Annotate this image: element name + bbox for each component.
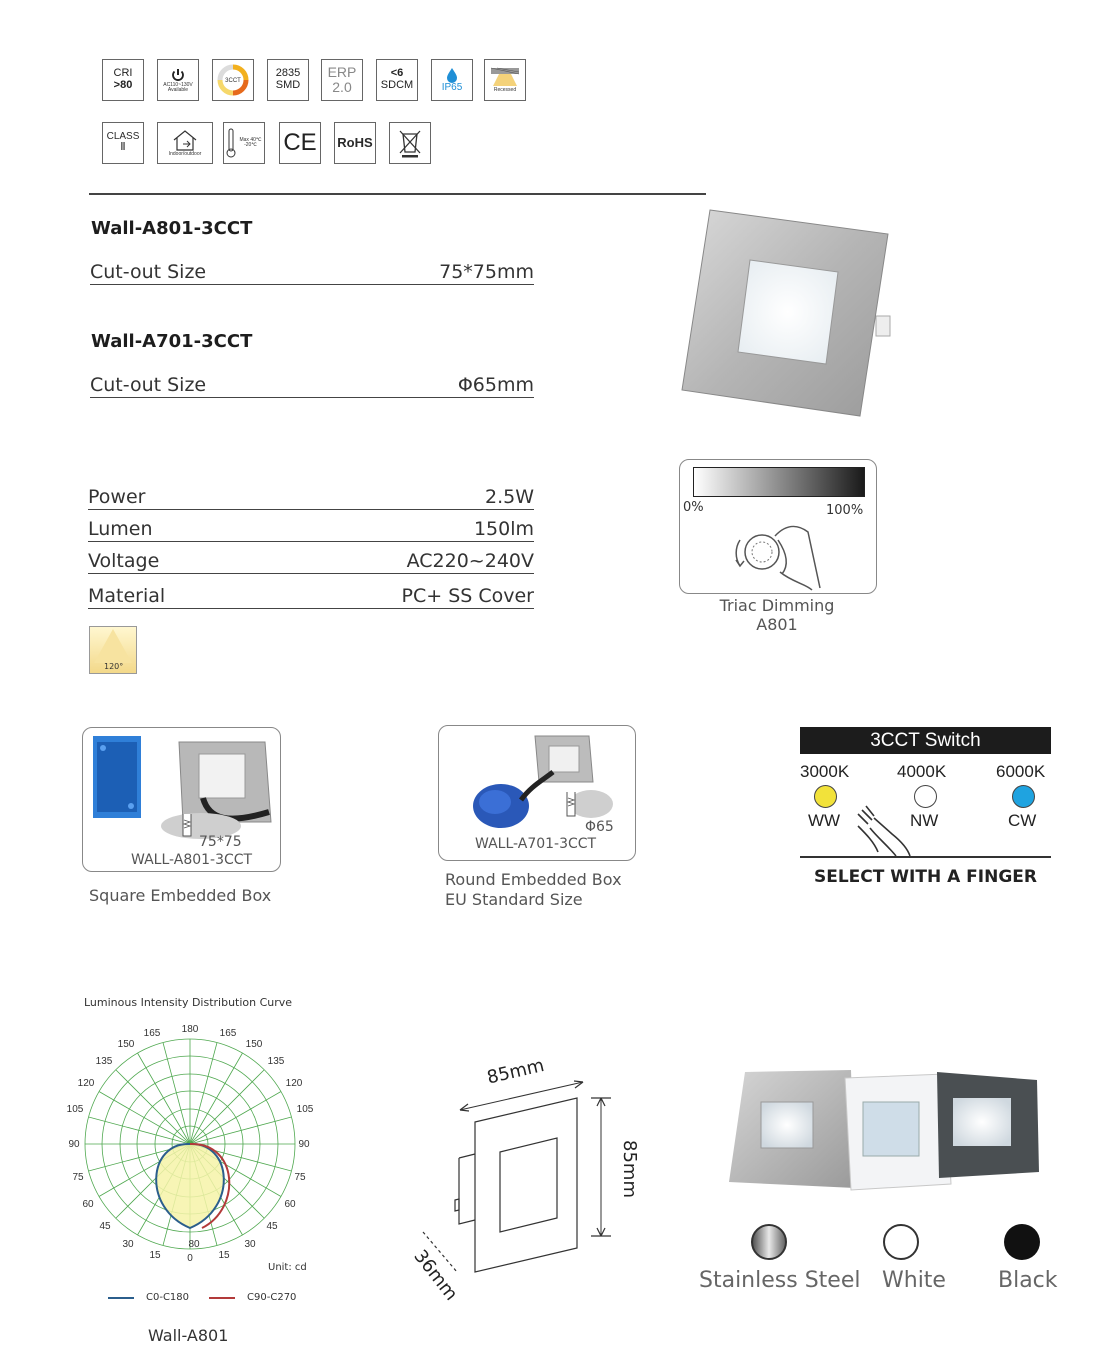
- cct-footer: SELECT WITH A FINGER: [813, 867, 1037, 887]
- square-box-size: 75*75: [199, 834, 242, 850]
- dimension-height-label: 85mm: [619, 1140, 640, 1198]
- legend-label-c90: C90-C270: [247, 1292, 297, 1303]
- curve-unit: Unit: cd: [268, 1262, 307, 1273]
- finish-swatch-black[interactable]: [1004, 1224, 1040, 1260]
- spec-value: PC+ SS Cover: [401, 585, 534, 607]
- svg-text:120: 120: [77, 1078, 95, 1089]
- legend-label-c0: C0-C180: [146, 1292, 190, 1303]
- rohs-icon: RoHS: [334, 122, 376, 164]
- square-box-panel: [82, 727, 281, 872]
- svg-text:105: 105: [296, 1104, 314, 1115]
- led-2835-icon: 2835 SMD: [267, 59, 309, 101]
- round-box-panel: [438, 725, 636, 861]
- angle-label-165-left: 165: [143, 1028, 161, 1039]
- angle-label-180: 180: [181, 1024, 199, 1035]
- svg-text:45: 45: [266, 1221, 278, 1232]
- beam-angle-icon: [89, 626, 137, 674]
- spec-label: Voltage: [88, 550, 160, 572]
- svg-text:30: 30: [122, 1239, 134, 1250]
- ce-icon: CE: [279, 122, 321, 164]
- round-box-caption-title: Round Embedded Box: [445, 870, 622, 889]
- dimming-min-label: 0%: [683, 500, 704, 515]
- recessed-icon: Recessed: [484, 59, 526, 101]
- model-title: Wall-A801-3CCT: [91, 218, 253, 239]
- spec-label: Lumen: [88, 518, 153, 540]
- angle-label-165-right: 165: [219, 1028, 237, 1039]
- dimmer-knob-hand-icon: [720, 512, 830, 592]
- spec-value: Φ65mm: [457, 374, 534, 396]
- dimming-caption-model: A801: [756, 615, 798, 635]
- spec-row: [90, 374, 534, 398]
- svg-text:0: 0: [187, 1253, 193, 1264]
- polar-curve-chart: [62, 1022, 326, 1268]
- dimming-panel: [679, 459, 877, 594]
- spec-row: [88, 585, 534, 609]
- svg-text:75: 75: [72, 1172, 84, 1183]
- indoor-outdoor-icon: Indoor/outdoor: [157, 122, 213, 164]
- svg-text:60: 60: [82, 1199, 94, 1210]
- spec-label: Cut-out Size: [90, 261, 207, 283]
- sdcm-icon: <6 SDCM: [376, 59, 418, 101]
- legend-swatch-c0: [108, 1297, 134, 1299]
- model-title: Wall-A701-3CCT: [91, 331, 253, 352]
- dimension-width-label: 85mm: [485, 1054, 547, 1089]
- product-photo: [680, 206, 895, 425]
- square-box-model: WALL-A801-3CCT: [131, 852, 253, 868]
- cct-option-nw[interactable]: [914, 785, 937, 808]
- spec-value: 150lm: [473, 518, 534, 540]
- svg-text:105: 105: [66, 1104, 84, 1115]
- cri-icon: CRI >80: [102, 59, 144, 101]
- svg-text:120: 120: [285, 1078, 303, 1089]
- dimming-caption-title: Triac Dimming: [719, 596, 835, 615]
- cct-option-cw[interactable]: [1012, 785, 1035, 808]
- legend-swatch-c90: [209, 1297, 235, 1299]
- round-box-caption: [445, 870, 622, 910]
- svg-text:75: 75: [294, 1172, 306, 1183]
- cct-divider: [800, 856, 1051, 858]
- temperature-icon: Max 40℃ -20℃: [223, 122, 265, 164]
- dimming-max-label: 100%: [826, 503, 864, 518]
- spec-label: Material: [88, 585, 166, 607]
- finish-variants-photo: [725, 1066, 1045, 1194]
- cct-option-ww[interactable]: [814, 785, 837, 808]
- spec-value: 2.5W: [484, 486, 534, 508]
- angle-label-135-right: 135: [267, 1056, 285, 1067]
- spec-row: [88, 550, 534, 574]
- spec-value: AC220~240V: [406, 550, 534, 572]
- round-box-caption-sub: EU Standard Size: [445, 890, 583, 909]
- ip65-icon: IP65: [431, 59, 473, 101]
- angle-label-150-left: 150: [117, 1039, 135, 1050]
- svg-text:15: 15: [218, 1250, 230, 1261]
- curve-title: Luminous Intensity Distribution Curve: [84, 996, 293, 1009]
- spec-value: 75*75mm: [439, 261, 534, 283]
- class-icon: CLASS Ⅱ: [102, 122, 144, 164]
- dimming-caption: [679, 596, 875, 634]
- svg-text:45: 45: [99, 1221, 111, 1232]
- svg-text:90: 90: [298, 1139, 310, 1150]
- cct-temp-nw: 4000K: [897, 762, 947, 781]
- square-box-caption: Square Embedded Box: [89, 886, 272, 905]
- cct-code-cw: CW: [1008, 811, 1037, 830]
- svg-text:15: 15: [149, 1250, 161, 1261]
- spec-row: [88, 486, 534, 510]
- spec-label: Cut-out Size: [90, 374, 207, 396]
- cct-code-ww: WW: [808, 811, 841, 830]
- cct-switch-title: 3CCT Switch: [800, 727, 1051, 754]
- svg-text:60: 60: [284, 1199, 296, 1210]
- finish-swatch-stainless[interactable]: [751, 1224, 787, 1260]
- finish-label-stainless: Stainless Steel: [699, 1268, 861, 1293]
- finish-label-black: Black: [998, 1268, 1058, 1293]
- round-box-size: Φ65: [585, 819, 614, 835]
- svg-text:80: 80: [188, 1239, 200, 1250]
- curve-legend: [108, 1292, 296, 1303]
- dimension-depth-label: 36mm: [409, 1246, 462, 1305]
- svg-text:3CCT: 3CCT: [225, 78, 241, 84]
- power-ac-icon: AC110~130V Available: [157, 59, 199, 101]
- finish-label-white: White: [882, 1268, 946, 1293]
- finger-pointer-icon: [852, 804, 916, 858]
- square-embedded-box-image: [83, 728, 280, 871]
- spec-row: [88, 518, 534, 542]
- weee-icon: [389, 122, 431, 164]
- dimming-gradient-bar: [693, 467, 865, 497]
- finish-swatch-white[interactable]: [883, 1224, 919, 1260]
- angle-label-150-right: 150: [245, 1039, 263, 1050]
- svg-text:30: 30: [244, 1239, 256, 1250]
- cct-code-nw: NW: [910, 811, 939, 830]
- svg-text:90: 90: [68, 1139, 80, 1150]
- cct-temp-cw: 6000K: [996, 762, 1046, 781]
- erp-icon: ERP 2.0: [321, 59, 363, 101]
- spec-row: [90, 261, 534, 285]
- cct-temp-ww: 3000K: [800, 762, 850, 781]
- curve-model-label: Wall-A801: [148, 1326, 229, 1345]
- round-box-model: WALL-A701-3CCT: [475, 836, 597, 852]
- 3cct-switch-icon: [212, 59, 254, 101]
- beam-angle-label: 120°: [104, 662, 124, 671]
- angle-label-135-left: 135: [95, 1056, 113, 1067]
- section-divider: [89, 193, 706, 195]
- spec-label: Power: [88, 486, 146, 508]
